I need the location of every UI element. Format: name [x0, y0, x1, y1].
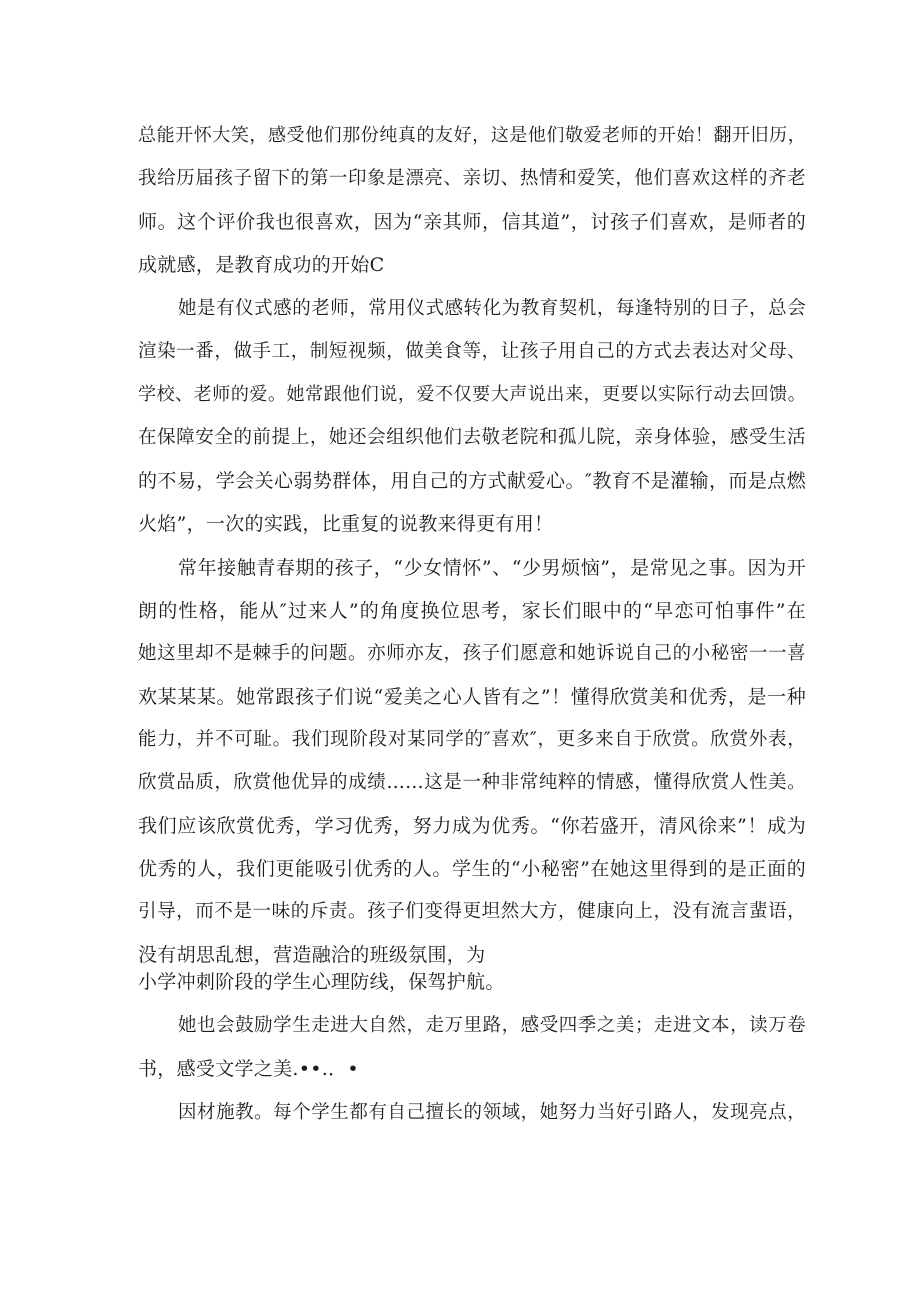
- paragraph-4-line-1: 她也会鼓励学生走进大自然，走万里路，感受四季之美；走进文本，读万卷: [178, 1015, 806, 1036]
- paragraph-4-line-2: 书，感受文学之美.••.．•: [138, 1058, 359, 1080]
- paragraph-2-line-2: 渲染一番，做手工，制短视频，做美食等，让孩子用自己的方式去表达对父母、: [138, 341, 806, 362]
- paragraph-3-line-9: 引导，而不是一味的斥责。孩子们变得更坦然大方，健康向上，没有流言蜚语，: [138, 901, 806, 922]
- paragraph-2-line-5: 的不易，学会关心弱势群体，用自己的方式献爱心。″教育不是灌输，而是点燃: [138, 470, 806, 492]
- paragraph-3-line-10: 没有胡思乱想，营造融洽的班级氛围，为: [138, 944, 486, 966]
- paragraph-3-line-3: 她这里却不是棘手的问题。亦师亦友，孩子们愿意和她诉说自己的小秘密一一喜: [138, 643, 806, 664]
- paragraph-1-line-1: 总能开怀大笑，感受他们那份纯真的友好，这是他们敬爱老师的开始！翻开旧历，: [138, 125, 806, 146]
- paragraph-2-line-6: 火焰”，一次的实践，比重复的说教来得更有用！: [138, 513, 554, 535]
- paragraph-3-line-2: 朗的性格，能从″过来人”的角度换位思考，家长们眼中的“早恋可怕事件”在: [138, 600, 806, 622]
- paragraph-2-line-1: 她是有仪式感的老师，常用仪式感转化为教育契机，每逢特别的日子，总会: [178, 298, 806, 319]
- paragraph-3-line-5: 能力，并不可耻。我们现阶段对某同学的″喜欢″，更多来自于欣赏。欣赏外表，: [138, 729, 806, 750]
- paragraph-2-line-4: 在保障安全的前提上，她还会组织他们去敬老院和孤儿院，亲身体验，感受生活: [138, 427, 806, 448]
- paragraph-1-line-2: 我给历届孩子留下的第一印象是漂亮、亲切、热情和爱笑，他们喜欢这样的齐老: [138, 168, 806, 189]
- paragraph-3-line-8: 优秀的人，我们更能吸引优秀的人。学生的“小秘密”在她这里得到的是正面的: [138, 858, 806, 880]
- paragraph-3-line-11: 小学冲刺阶段的学生心理防线，保驾护航。: [138, 971, 505, 993]
- paragraph-1-line-3: 师。这个评价我也很喜欢，因为“亲其师，信其道”，讨孩子们喜欢，是师者的: [138, 211, 806, 233]
- paragraph-5-line-1: 因材施教。每个学生都有自己擅长的领域，她努力当好引路人，发现亮点，: [178, 1102, 806, 1123]
- paragraph-3-line-6: 欣赏品质，欣赏他优异的成绩……这是一种非常纯粹的情感，懂得欣赏人性美。: [138, 772, 806, 793]
- paragraph-3-line-1: 常年接触青春期的孩子，“少女情怀”、“少男烦恼”，是常见之事。因为开: [178, 557, 806, 579]
- paragraph-1-line-4: 成就感，是教育成功的开始C: [138, 254, 385, 276]
- paragraph-3-line-4: 欢某某某。她常跟孩子们说“爱美之心人皆有之”！懂得欣赏美和优秀，是一种: [138, 686, 806, 708]
- paragraph-2-line-3: 学校、老师的爱。她常跟他们说，爱不仅要大声说出来，更要以实际行动去回馈。: [138, 384, 806, 405]
- paragraph-3-line-7: 我们应该欣赏优秀，学习优秀，努力成为优秀。“你若盛开，清风徐来”！成为: [138, 815, 806, 837]
